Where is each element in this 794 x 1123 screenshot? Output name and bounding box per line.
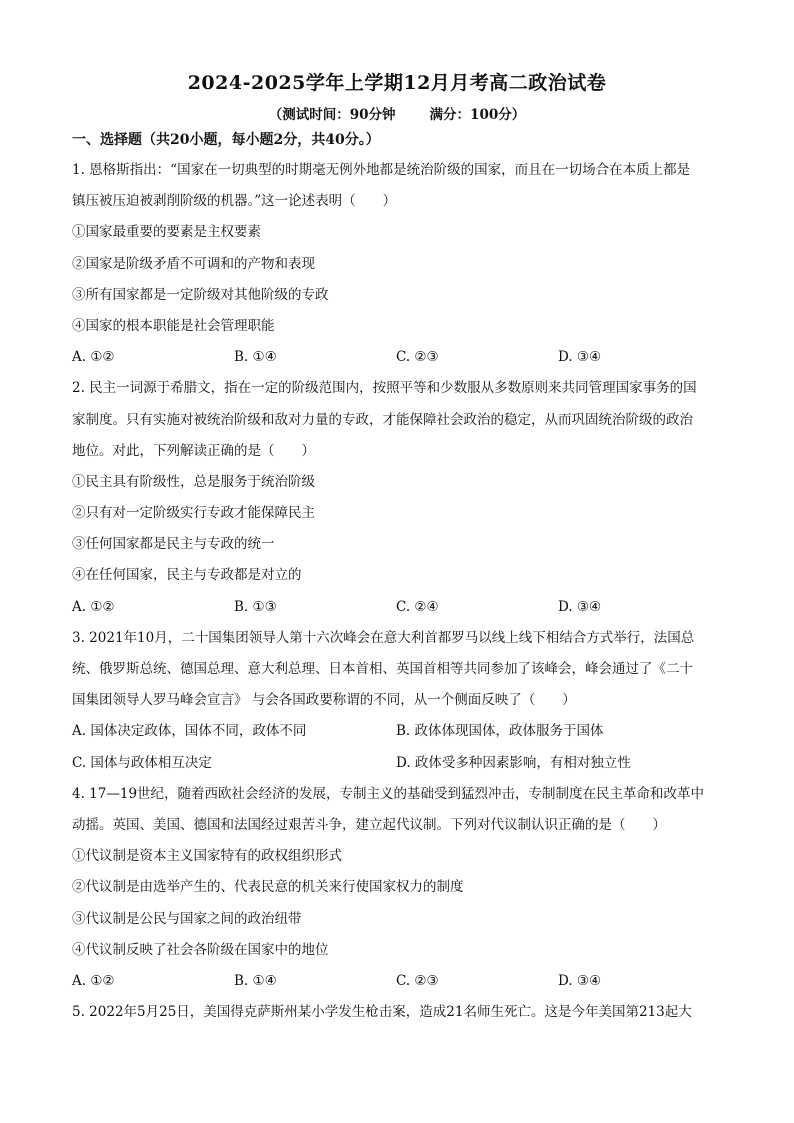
option-b: B. 政体体现国体，政体服务于国体 [396,723,604,740]
statement-item: ①民主具有阶级性，总是服务于统治阶级 [72,473,315,490]
statement-item: ③所有国家都是一定阶级对其他阶级的专政 [72,286,329,303]
question-4 [72,779,724,997]
option-d: D. 政体受多种因素影响，有相对独立性 [396,754,631,771]
option-d: D. ③④ [558,972,602,989]
question-3 [72,623,724,779]
question-stem-line: 4. 17—19世纪，随着西欧社会经济的发展，专制主义的基础受到猛烈冲击，专制制度在民主革命和改革中 [72,785,705,802]
option-a: A. 国体决定政体，国体不同，政体不同 [72,723,307,740]
option-c: C. ②③ [396,349,439,366]
statement-item: ④国家的根本职能是社会管理职能 [72,317,275,334]
option-c: C. ②④ [396,598,439,615]
statement-item: ②代议制是由选举产生的、代表民意的机关来行使国家权力的制度 [72,879,464,896]
question-stem-line: 动摇。英国、美国、德国和法国经过艰苦斗争，建立起代议制。下列对代议制认识正确的是（ ） [72,816,666,833]
statement-item: ③任何国家都是民主与专政的统一 [72,536,275,553]
question-stem-line: 5. 2022年5月25日，美国得克萨斯州某小学发生枪击案，造成21名师生死亡。这是今年美国第213起大 [72,1004,692,1021]
question-stem-line: 家制度。只有实施对被统治阶级和敌对力量的专政，才能保障社会政治的稳定，从而巩固统治阶级的政治 [72,411,693,428]
statement-item: ①代议制是资本主义国家特有的政权组织形式 [72,848,342,865]
statement-item: ②只有对一定阶级实行专政才能保障民主 [72,505,315,522]
option-b: B. ①④ [234,349,277,366]
option-d: D. ③④ [558,349,602,366]
question-1 [72,155,724,373]
questions-area [72,155,724,1028]
page-title: 2024-2025学年上学期12月月考高二政治试卷 [187,72,607,94]
option-a: A. ①② [72,972,115,989]
question-stem-line: 1. 恩格斯指出：“国家在一切典型的时期毫无例外地都是统治阶级的国家，而且在一切场合在本质上都是 [72,162,691,178]
question-stem-line: 3. 2021年10月，二十国集团领导人第十六次峰会在意大利首都罗马以线上线下相结合方式举行，法国总 [72,629,695,646]
question-stem-line: 地位。对此，下列解读正确的是（ ） [72,442,315,459]
question-stem-line: 统、俄罗斯总统、德国总理、意大利总理、日本首相、英国首相等共同参加了该峰会，峰会通过了《二十 [72,661,693,677]
statement-item: ④代议制反映了社会各阶级在国家中的地位 [72,941,329,958]
option-c: C. ②③ [396,972,439,989]
option-b: B. ①③ [234,598,277,615]
exam-meta [0,103,794,123]
answer-options [72,966,724,997]
option-a: A. ①② [72,598,115,615]
option-d: D. ③④ [558,598,602,615]
exam-time: （测试时间：90分钟 [268,107,396,123]
exam-score: 满分：100分） [429,107,526,123]
answer-options [72,342,724,373]
option-c: C. 国体与政体相互决定 [72,754,212,771]
statement-item: ①国家最重要的要素是主权要素 [72,224,261,241]
question-stem-line: 2. 民主一词源于希腊文，指在一定的阶级范围内，按照平等和少数服从多数原则来共同管理国家事务的国 [72,380,697,397]
answer-options [72,716,724,747]
section-heading: 一、选择题（共20小题，每小题2分，共40分。） [72,132,380,148]
question-5 [72,997,724,1028]
statement-item: ②国家是阶级矛盾不可调和的产物和表现 [72,255,315,272]
statement-item: ③代议制是公民与国家之间的政治纽带 [72,910,302,927]
answer-options [72,592,724,623]
question-2 [72,373,724,623]
statement-item: ④在任何国家，民主与专政都是对立的 [72,567,302,584]
answer-options [72,748,724,779]
option-a: A. ①② [72,349,115,366]
question-stem-line: 国集团领导人罗马峰会宣言》 与会各国政要称谓的不同，从一个侧面反映了（ ） [72,692,576,709]
option-b: B. ①④ [234,972,277,989]
question-stem-line: 镇压被压迫被剥削阶级的机器。”这一论述表明（ ） [72,193,397,210]
